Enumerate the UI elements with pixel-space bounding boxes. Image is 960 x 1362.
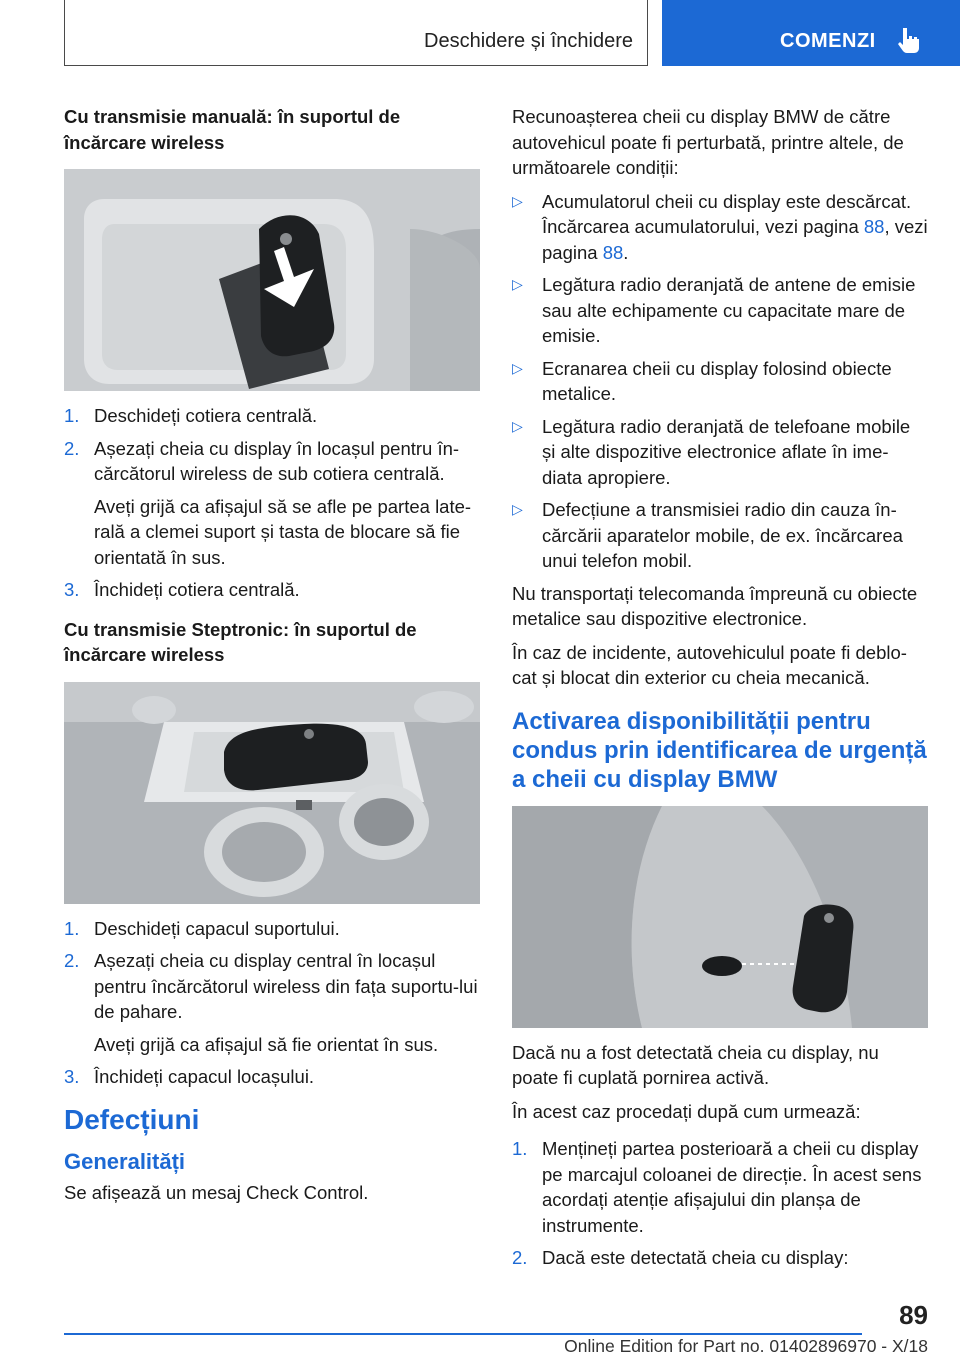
list-item [64,916,480,942]
left-column [64,104,480,1213]
bullet-text: Ecranarea cheii cu display folosind obiecte metalice. [542,357,892,404]
list-item [512,414,928,491]
triangle-bullet-icon: ▷ [512,276,523,292]
warning-metal: Nu transportați telecomanda împreună cu obiecte metalice sau dispozitive electronice. [512,582,918,629]
list-item [512,1245,928,1271]
activation-heading: Activarea disponibilității pentru condus prin identificarea de urgență a cheii cu display BMW [512,707,927,793]
triangle-bullet-icon: ▷ [512,417,523,434]
intro-paragraph: Recunoașterea cheii cu display BMW de către autovehicul poate fi perturbată, printre altele, de următoarele condiții: [512,106,904,178]
page-number: 89 [899,1300,928,1330]
step-number: 3. [64,1066,80,1087]
list-item [512,189,928,266]
bullet-text: Defecțiune a transmisiei radio din cauza în‐cărcării aparatelor mobile, de ex. încărcarea unui telefon mobil. [542,499,903,571]
page-link[interactable]: 88 [602,241,624,263]
step-text: Deschideți capacul suportului. [94,917,340,939]
bullet-text: Legătura radio deranjată de telefoane mobile și alte dispozitive electronice aflate în ime‐diata apropiere. [542,415,911,488]
right-column [512,104,928,1278]
hand-pointer-icon [894,24,924,54]
not-detected-text: Dacă nu a fost detectată cheia cu display, nu poate fi cuplată pornirea activă. [512,1041,879,1088]
list-item [64,948,480,1057]
header-chapter-tab[interactable] [662,0,960,66]
step-text: Așezați cheia cu display în locașul pentru în‐cărcătorul wireless de sub cotiera centrală. [94,437,460,484]
proceed-text: În acest caz procedați după cum urmează: [512,1100,861,1122]
step-number: 1. [64,917,80,939]
step-text: Dacă este detectată cheia cu display: [542,1247,849,1268]
chapter-title: COMENZI [780,30,876,52]
triangle-bullet-icon: ▷ [512,359,523,376]
list-item [64,403,480,429]
list-item [64,1064,480,1090]
step-number: 2. [512,1247,528,1268]
section-title: Deschidere și închidere [424,30,633,52]
step-text: Deschideți cotiera centrală. [94,405,318,426]
bullet-text: Acumulatorul cheii cu display este descărcat. Încărcarea acumulatorului, vezi pagina [542,190,912,237]
list-item [64,436,480,571]
page-link[interactable]: 88 [863,216,885,237]
photo-armrest-charger [64,169,480,391]
emergency-steps-list [512,1136,928,1271]
list-item [512,497,928,574]
step-note: Aveți grijă ca afișajul să se afle pe partea late‐rală a clemei suport și tasta de blocare să fie orientată în sus. [94,495,472,568]
bullet-text: Legătura radio deranjată de antene de emisie sau alte echipamente cu capacitate mare de emisie. [542,274,916,346]
step-text: Așezați cheia cu display central în locașul pentru încărcătorul wireless din fața suportu‐lui de pahare. [94,950,478,1022]
step-text: Închideți cotiera centrală. [94,579,300,600]
step-note: Aveți grijă ca afișajul să fie orientat în sus. [94,1033,439,1055]
triangle-bullet-icon: ▷ [512,501,523,517]
bullet-text-mid: , vezi pagina [542,216,928,263]
defects-heading: Defecțiuni [64,1103,200,1135]
manual-heading: Cu transmisie manuală: în suportul de încărcare wireless [64,106,401,153]
steptronic-steps-list [64,916,480,1090]
bullet-text-end: . [623,241,629,263]
list-item [512,356,928,407]
list-item [64,577,480,603]
triangle-bullet-icon: ▷ [512,192,523,209]
general-heading: Generalități [64,1148,186,1174]
footer-edition: Online Edition for Part no. 01402896970 - X/18 [564,1336,928,1356]
step-number: 2. [64,950,80,971]
photo-cupholder-charger [64,682,480,904]
warning-mechanical-key: În caz de incidente, autovehiculul poate fi deblo‐cat și blocat din exterior cu cheia mecanică. [512,641,907,688]
step-text: Închideți capacul locașului. [94,1066,315,1087]
photo-steering-column-marker [512,806,928,1028]
conditions-list [512,189,928,574]
step-number: 1. [512,1138,528,1159]
footer-divider [64,1333,862,1335]
step-text: Mențineți partea posterioară a cheii cu display pe marcajul coloanei de direcție. În acest sens acordați atenție afișajului din planșa de instrumente. [542,1138,922,1236]
general-text: Se afișează un mesaj Check Control. [64,1181,369,1203]
steptronic-heading: Cu transmisie Steptronic: în suportul de încărcare wireless [64,618,417,665]
step-number: 3. [64,579,80,600]
list-item [512,272,928,349]
list-item [512,1136,928,1238]
header-section-box [64,0,648,66]
step-number: 2. [64,437,80,459]
manual-steps-list [64,403,480,603]
step-number: 1. [64,405,80,426]
